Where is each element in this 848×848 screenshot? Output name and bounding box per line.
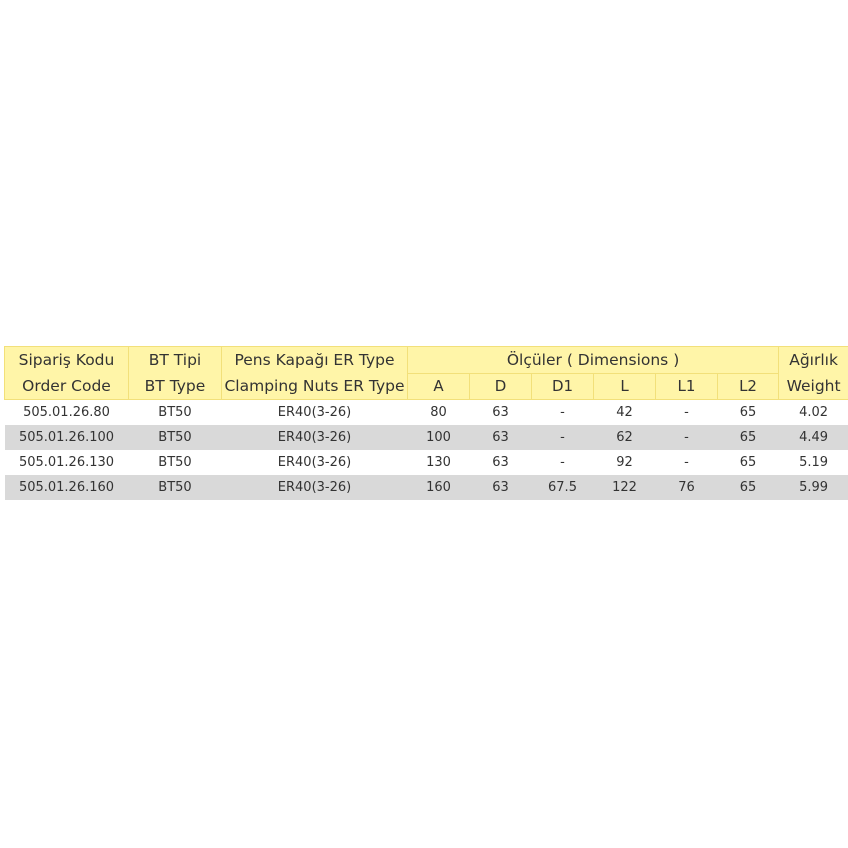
cell-nut-type: ER40(3-26)	[222, 450, 408, 475]
cell-nut-type: ER40(3-26)	[222, 425, 408, 450]
cell-l1: -	[656, 450, 718, 475]
cell-d: 63	[470, 450, 532, 475]
cell-bt-type: BT50	[129, 400, 222, 426]
cell-weight: 4.49	[779, 425, 848, 450]
cell-l: 42	[594, 400, 656, 426]
table-row	[5, 400, 848, 426]
cell-l1: -	[656, 400, 718, 426]
header-weight-en: Weight	[786, 377, 841, 395]
header-bt-type-tr: BT Tipi	[148, 351, 202, 369]
cell-l: 122	[594, 475, 656, 500]
cell-order-code: 505.01.26.130	[5, 450, 129, 475]
cell-weight: 5.99	[779, 475, 848, 500]
header-order-code-tr: Sipariş Kodu	[18, 351, 115, 369]
cell-d1: -	[532, 450, 594, 475]
table-row	[5, 475, 848, 500]
table-row	[5, 450, 848, 475]
cell-l1: -	[656, 425, 718, 450]
cell-l2: 65	[718, 475, 779, 500]
cell-l2: 65	[718, 425, 779, 450]
header-weight	[779, 347, 848, 400]
cell-bt-type: BT50	[129, 450, 222, 475]
table-header	[5, 347, 848, 400]
cell-d1: -	[532, 425, 594, 450]
header-nut-type	[222, 347, 408, 400]
cell-d: 63	[470, 400, 532, 426]
cell-order-code: 505.01.26.100	[5, 425, 129, 450]
header-dim-d: D	[470, 373, 532, 400]
header-weight-tr: Ağırlık	[789, 351, 838, 369]
cell-l: 92	[594, 450, 656, 475]
cell-d: 63	[470, 425, 532, 450]
cell-bt-type: BT50	[129, 475, 222, 500]
cell-nut-type: ER40(3-26)	[222, 400, 408, 426]
cell-a: 80	[408, 400, 470, 426]
cell-d1: -	[532, 400, 594, 426]
cell-weight: 4.02	[779, 400, 848, 426]
cell-a: 100	[408, 425, 470, 450]
header-dim-l2: L2	[718, 373, 779, 400]
header-order-code	[5, 347, 129, 400]
header-nut-type-tr: Pens Kapağı ER Type	[234, 351, 395, 369]
cell-a: 130	[408, 450, 470, 475]
cell-l: 62	[594, 425, 656, 450]
spec-table	[4, 346, 848, 500]
header-dim-l: L	[594, 373, 656, 400]
header-bt-type	[129, 347, 222, 400]
cell-l2: 65	[718, 400, 779, 426]
cell-nut-type: ER40(3-26)	[222, 475, 408, 500]
cell-weight: 5.19	[779, 450, 848, 475]
header-order-code-en: Order Code	[22, 377, 111, 395]
header-nut-type-en: Clamping Nuts ER Type	[224, 377, 405, 395]
cell-l1: 76	[656, 475, 718, 500]
header-dim-d1: D1	[532, 373, 594, 400]
cell-order-code: 505.01.26.160	[5, 475, 129, 500]
header-dim-l1: L1	[656, 373, 718, 400]
cell-a: 160	[408, 475, 470, 500]
table-body	[5, 400, 848, 501]
cell-d1: 67.5	[532, 475, 594, 500]
header-dimensions: Ölçüler ( Dimensions )	[408, 347, 779, 374]
cell-d: 63	[470, 475, 532, 500]
cell-bt-type: BT50	[129, 425, 222, 450]
cell-l2: 65	[718, 450, 779, 475]
table-row	[5, 425, 848, 450]
header-bt-type-en: BT Type	[144, 377, 206, 395]
header-dim-a: A	[408, 373, 470, 400]
cell-order-code: 505.01.26.80	[5, 400, 129, 426]
